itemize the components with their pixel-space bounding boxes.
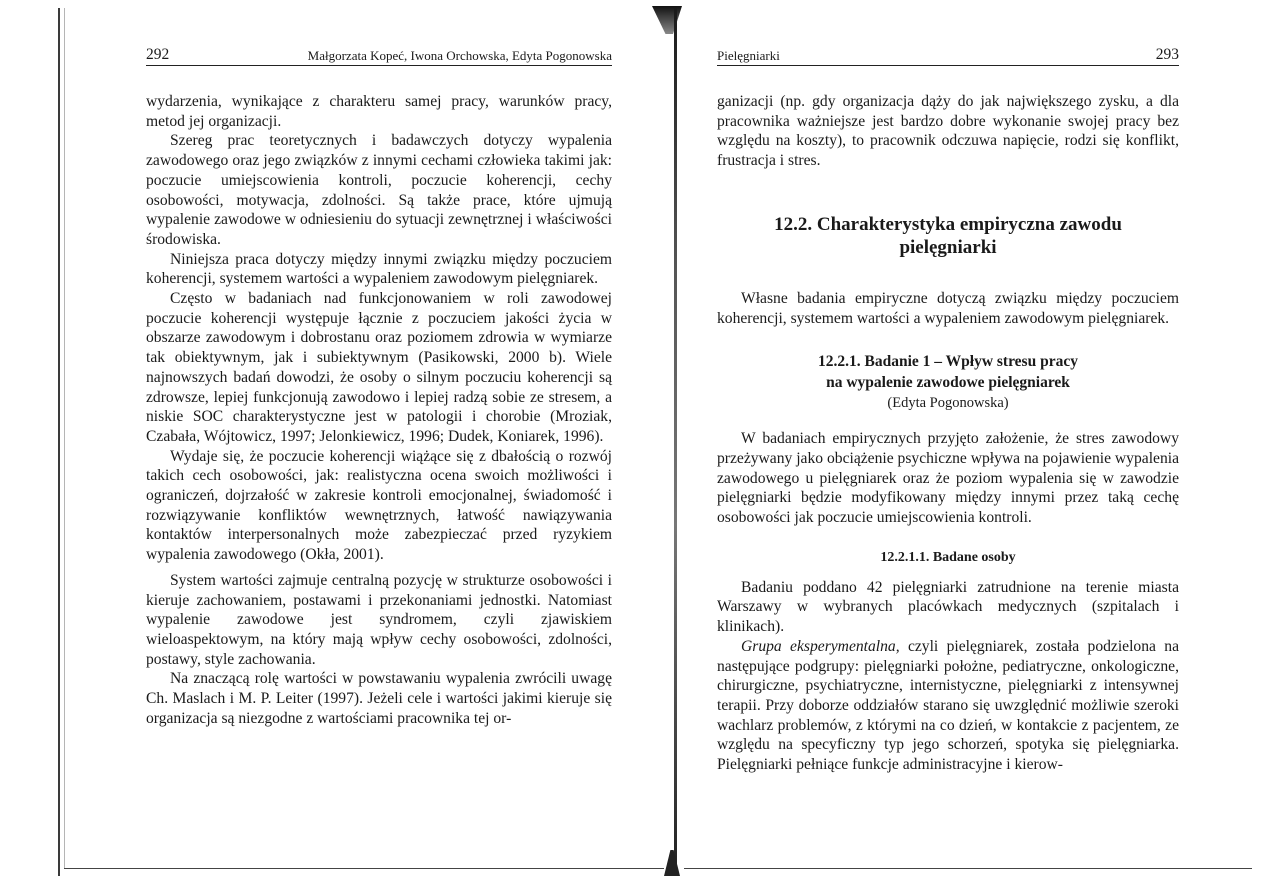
paragraph: Własne badania empiryczne dotyczą związku między poczuciem koherencji, systemem wartości a wypaleniem zawodowym pielęgniarek. (717, 289, 1179, 327)
left-page-number: 292 (146, 46, 170, 63)
right-running-head: Pielęgniarki (717, 48, 780, 63)
section-heading-line: 12.2. Charakterystyka empiryczna zawodu (774, 213, 1122, 235)
subsection-author: (Edyta Pogonowska) (887, 395, 1009, 412)
subsubsection-heading: 12.2.1.1. Badane osoby (880, 549, 1016, 565)
book-gutter (674, 8, 677, 870)
right-page (717, 46, 1179, 775)
scan-bottom-edge-right (684, 868, 1252, 869)
left-page-header (146, 46, 612, 66)
binding-shadow-bottom (664, 850, 680, 876)
paragraph-text: czyli pielęgniarek, została podzielona na następujące podgrupy: pielęgniarki położne, pediatryczne, onkologiczne, chirurgiczne, psychiatryczne, internistyczne, pielęgniarki z intensywnej terapii. Przy doborze oddziałów starano się uwzględnić możliwie szeroki wachlarz problemów, z którymi na co dzień, w kontakcie z pacjentem, ze względu na specyficzny typ jego schorzeń, spotyka się pielęgniarka. Pielęgniarki pełniące funkcje administracyjne i kierow- (717, 637, 1180, 774)
section-heading (717, 213, 1179, 259)
paragraph: ganizacji (np. gdy organizacja dąży do jak największego zysku, a dla pracownika ważniejsze jest bardzo dobre wykonanie swojej pracy bez względu na koszty), to pracownik odczuwa napięcie, rodzi się konflikt, frustracja i stres. (717, 93, 1179, 170)
right-page-number: 293 (1155, 46, 1179, 63)
paragraph: W badaniach empirycznych przyjęto założenie, że stres zawodowy przeżywany jako obciążenie psychiczne wpływa na pojawienie wypalenia zawodowego u pielęgniarek oraz że poziom wypalenia się w zawodzie pielęgniarki będzie modyfikowany między innymi przez taką cechę osobowości jak poczucie umiejscowienia kontroli. (717, 430, 1179, 527)
scan-left-edge (58, 8, 60, 876)
paragraph: Często w badaniach nad funkcjonowaniem w roli zawodowej poczucie koherencji występuje łącznie z poczuciem jakości życia w obszarze zawodowym i dobrostanu oraz poziomem zdrowia w wymiarze tak obiektywnym, jak i subiektywnym (Pasikowski, 2000 b). Wiele najnowszych badań dowodzi, że osoby o silnym poczuciu koherencji są zdrowsze, lepiej funkcjonują zawodowo i lepiej radzą sobie ze stresem, a niskie SOC charakterystyczne jest w patologii i chorobie (Mroziak, Czabała, Wójtowicz, 1997; Jelonkiewicz, 1996; Dudek, Koniarek, 1996). (146, 290, 612, 445)
subsection-heading-line: 12.2.1. Badanie 1 – Wpływ stresu pracy (818, 353, 1078, 371)
scan-left-edge-shadow (64, 8, 65, 868)
left-page (146, 46, 612, 729)
binding-shadow-top (652, 6, 682, 34)
paragraph: Niniejsza praca dotyczy między innymi związku między poczuciem koherencji, systemem wartości a wypaleniem zawodowym pielęgniarek. (146, 250, 612, 288)
paragraph (717, 637, 1179, 775)
subsection-heading (717, 351, 1179, 393)
paragraph: Szereg prac teoretycznych i badawczych dotyczy wypalenia zawodowego oraz jego związków z innymi cechami człowieka takimi jak: poczucie umiejscowienia kontroli, poczucie koherencji, cechy osobowości, motywacja, zdolności. Są także prace, które ujmują wypalenie zawodowe w odniesieniu do sytuacji zewnętrznej i właściwości środowiska. (146, 132, 612, 248)
paragraph: Na znaczącą rolę wartości w powstawaniu wypalenia zwrócili uwagę Ch. Maslach i M. P. Leiter (1997). Jeżeli cele i wartości jakimi kieruje się organizacja są niezgodne z wartościami pracownika tej or- (146, 670, 612, 727)
section-heading-line: pielęgniarki (899, 236, 997, 258)
left-running-head: Małgorzata Kopeć, Iwona Orchowska, Edyta Pogonowska (307, 48, 612, 63)
scan-bottom-edge-left (64, 868, 664, 869)
left-page-body (146, 92, 612, 729)
subsection-heading-line: na wypalenie zawodowe pielęgniarek (826, 374, 1070, 392)
right-page-header (717, 46, 1179, 66)
paragraph: wydarzenia, wynikające z charakteru samej pracy, warunków pracy, metod jej organizacji. (146, 93, 612, 130)
paragraph: Wydaje się, że poczucie koherencji wiążące się z dbałością o rozwój takich cech osobowości, jak: realistyczna ocena swoich możliwości i ograniczeń, dojrzałość w zakresie kontroli emocjonalnej, świadomość i rozwiązywanie konfliktów wewnętrznych, łatwość nawiązywania kontaktów interpersonalnych może zabezpieczać przed ryzykiem wypalenia zawodowego (Okła, 2001). (146, 447, 612, 564)
paragraph: Badaniu poddano 42 pielęgniarki zatrudnione na terenie miasta Warszawy w wybranych placówkach medycznych (szpitalach i klinikach). (717, 578, 1179, 636)
paragraph: System wartości zajmuje centralną pozycję w strukturze osobowości i kieruje zachowaniem, postawami i przekonaniami jednostki. Natomiast wypalenie zawodowe jest syndromem, czyli zjawiskiem wieloaspektowym, na który mają wpływ cechy osobowości, zdolności, postawy, style zachowania. (146, 571, 612, 668)
right-page-body (717, 92, 1179, 775)
italic-term: Grupa eksperymentalna, (741, 637, 900, 655)
